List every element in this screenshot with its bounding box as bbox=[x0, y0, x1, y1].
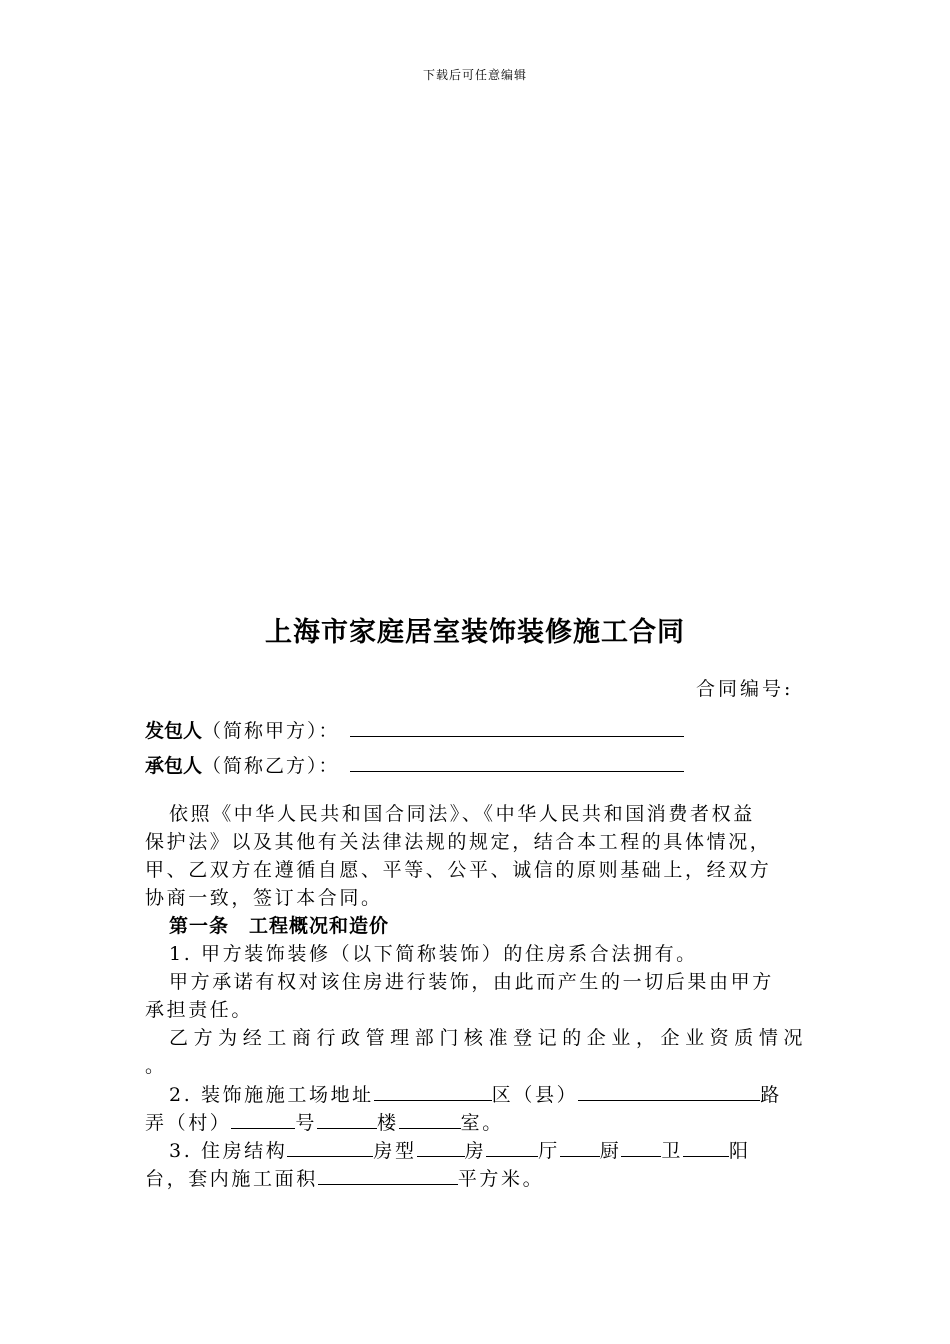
item2-number: 号 bbox=[295, 1112, 318, 1134]
party-contractor-blank[interactable] bbox=[350, 753, 684, 772]
item3-rooms: 房 bbox=[464, 1140, 487, 1162]
item1-line: 1. 甲方装饰装修（以下简称装饰）的住房系合法拥有。 bbox=[169, 943, 698, 965]
item3-balcony-end: 台，套内施工面积 bbox=[145, 1168, 318, 1190]
party-employer-blank[interactable] bbox=[350, 718, 684, 737]
number-blank[interactable] bbox=[317, 1108, 377, 1129]
item1-line: 甲方承诺有权对该住房进行装饰，由此而产生的一切后果由甲方 bbox=[169, 971, 774, 993]
item1-line: 。 bbox=[145, 1055, 167, 1077]
structure-blank[interactable] bbox=[287, 1136, 373, 1157]
item3-kitchens: 厨 bbox=[599, 1140, 622, 1162]
item3-unit: 平方米。 bbox=[457, 1168, 545, 1190]
item3-type: 房型 bbox=[373, 1140, 417, 1162]
item2-road: 路 bbox=[760, 1084, 782, 1106]
party-contractor-note: （简称乙方）： bbox=[202, 755, 340, 777]
contract-number-label: 合同编号: bbox=[696, 678, 794, 700]
item3-halls: 厅 bbox=[538, 1140, 560, 1162]
header-note: 下载后可任意编辑 bbox=[422, 68, 527, 82]
item2-building: 楼 bbox=[377, 1112, 399, 1134]
baths-blank[interactable] bbox=[621, 1136, 661, 1157]
rooms-blank[interactable] bbox=[417, 1136, 465, 1157]
document-title: 上海市家庭居室装饰装修施工合同 bbox=[265, 617, 685, 648]
district-blank[interactable] bbox=[578, 1080, 760, 1101]
item2-room: 室。 bbox=[460, 1112, 504, 1134]
item3-line-2 bbox=[145, 1164, 805, 1192]
party-contractor bbox=[145, 751, 684, 778]
lane-blank[interactable] bbox=[231, 1108, 295, 1129]
building-blank[interactable] bbox=[399, 1108, 461, 1129]
article-heading: 第一条 工程概况和造价 bbox=[169, 915, 390, 937]
item2-lane: 弄（村） bbox=[145, 1112, 232, 1134]
halls-blank[interactable] bbox=[486, 1136, 538, 1157]
item3-line-1 bbox=[145, 1136, 805, 1164]
item1-line: 乙方为经工商行政管理部门核准登记的企业，企业资质情况 bbox=[169, 1027, 805, 1049]
party-employer-role: 发包人 bbox=[145, 720, 203, 742]
preamble-line: 协商一致，签订本合同。 bbox=[145, 887, 383, 909]
kitchens-blank[interactable] bbox=[560, 1136, 600, 1157]
item3-balcony-start: 阳 bbox=[729, 1140, 751, 1162]
preamble-line: 保护法》以及其他有关法律法规的规定，结合本工程的具体情况， bbox=[145, 831, 772, 853]
preamble-line: 甲、乙双方在遵循自愿、平等、公平、诚信的原则基础上，经双方 bbox=[145, 859, 772, 881]
party-employer-note: （简称甲方）： bbox=[202, 720, 340, 742]
area-blank[interactable] bbox=[318, 1164, 458, 1185]
party-contractor-role: 承包人 bbox=[145, 755, 203, 777]
item2-line-2 bbox=[145, 1108, 805, 1136]
item3-prefix: 3. 住房结构 bbox=[169, 1140, 288, 1162]
item2-district: 区（县） bbox=[491, 1084, 579, 1106]
contract-body bbox=[145, 800, 805, 1192]
item3-baths: 卫 bbox=[661, 1140, 684, 1162]
preamble-line: 依照《中华人民共和国合同法》、《中华人民共和国消费者权益 bbox=[169, 803, 755, 825]
address-blank[interactable] bbox=[374, 1080, 492, 1101]
balcony-blank[interactable] bbox=[683, 1136, 729, 1157]
party-employer bbox=[145, 716, 684, 743]
item1-line: 承担责任。 bbox=[145, 999, 254, 1021]
item2-prefix: 2. 装饰施施工场地址 bbox=[169, 1084, 374, 1106]
item2-line-1 bbox=[145, 1080, 805, 1108]
